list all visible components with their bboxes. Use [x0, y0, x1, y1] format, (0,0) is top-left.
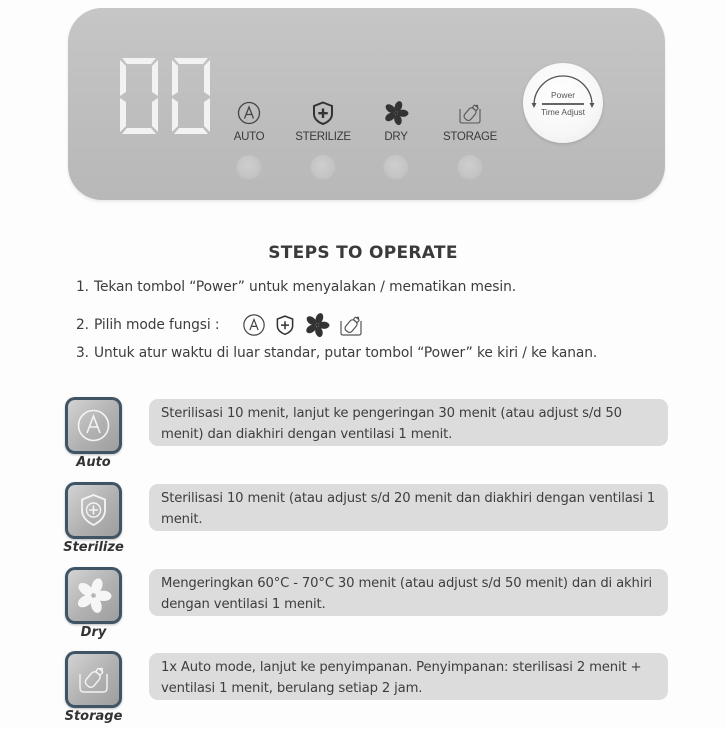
- knob-power-label: Power: [550, 90, 576, 100]
- shield-plus-icon: [68, 485, 119, 536]
- fan-icon: [304, 312, 330, 338]
- auto-press-button[interactable]: [236, 155, 262, 181]
- auto-a-icon: [68, 400, 119, 451]
- step-number: 1.: [76, 279, 89, 295]
- bottle-icon: [457, 100, 483, 126]
- bottle-icon: [338, 312, 364, 338]
- mode-description: 1x Auto mode, lanjut ke penyimpanan. Penyimpanan: sterilisasi 2 menit + ventilasi 1 menit, berulang setiap 2 jam.: [149, 653, 668, 700]
- storage-press-button[interactable]: [457, 155, 483, 181]
- step-text: Pilih mode fungsi :: [94, 317, 220, 333]
- step-1: [76, 279, 516, 295]
- mode-name: Auto: [76, 455, 111, 470]
- auto-mode-tile: [65, 397, 122, 454]
- mode-description: Sterilisasi 10 menit (atau adjust s/d 20 menit dan diakhiri dengan ventilasi 1 menit.: [149, 484, 668, 531]
- dry-mode-tile: [65, 567, 122, 624]
- control-panel: [68, 8, 665, 200]
- sterilize-press-button[interactable]: [310, 155, 336, 181]
- step-3: [76, 345, 597, 361]
- mode-name: Storage: [64, 709, 123, 724]
- mode-name: Dry: [80, 625, 107, 640]
- shield-plus-icon: [274, 313, 296, 337]
- storage-label: STORAGE: [443, 131, 497, 143]
- step-text: Tekan tombol “Power” untuk menyalakan / mematikan mesin.: [94, 279, 517, 295]
- knob-time-adjust-label: Time Adjust: [540, 107, 586, 117]
- auto-a-icon: [242, 313, 266, 337]
- storage-mode-tile: [65, 651, 122, 708]
- power-time-adjust-knob[interactable]: [523, 63, 603, 143]
- rotate-arrows-icon: [523, 63, 603, 143]
- seven-segment-display: [116, 56, 216, 136]
- step-number: 3.: [76, 345, 89, 361]
- mode-row-dry: [62, 565, 668, 645]
- auto-label: AUTO: [233, 131, 265, 143]
- bottle-icon: [68, 654, 119, 705]
- step-text: Untuk atur waktu di luar standar, putar tombol “Power” ke kiri / ke kanan.: [94, 345, 598, 361]
- steps-title: STEPS TO OPERATE: [268, 243, 458, 263]
- mode-description: Mengeringkan 60°C - 70°C 30 menit (atau adjust s/d 50 menit) dan di akhiri dengan ventilasi 1 menit.: [149, 569, 668, 616]
- mode-row-sterilize: [62, 480, 668, 560]
- mode-row-storage: [62, 649, 668, 729]
- mode-description: Sterilisasi 10 menit, lanjut ke pengeringan 30 menit (atau adjust s/d 50 menit) dan diakhiri dengan ventilasi 1 menit.: [149, 399, 668, 446]
- sterilize-mode-tile: [65, 482, 122, 539]
- fan-icon: [68, 570, 119, 621]
- step-2: [76, 312, 364, 338]
- step-number: 2.: [76, 317, 89, 333]
- mode-icons-row: [242, 312, 364, 338]
- dry-label: DRY: [384, 131, 408, 143]
- storage-button[interactable]: [425, 100, 515, 181]
- mode-row-auto: [62, 395, 668, 475]
- auto-a-icon: [236, 100, 262, 126]
- fan-icon: [383, 100, 409, 126]
- sterilize-label: STERILIZE: [295, 131, 351, 143]
- shield-plus-icon: [310, 100, 336, 126]
- mode-name: Sterilize: [63, 540, 124, 555]
- dry-press-button[interactable]: [383, 155, 409, 181]
